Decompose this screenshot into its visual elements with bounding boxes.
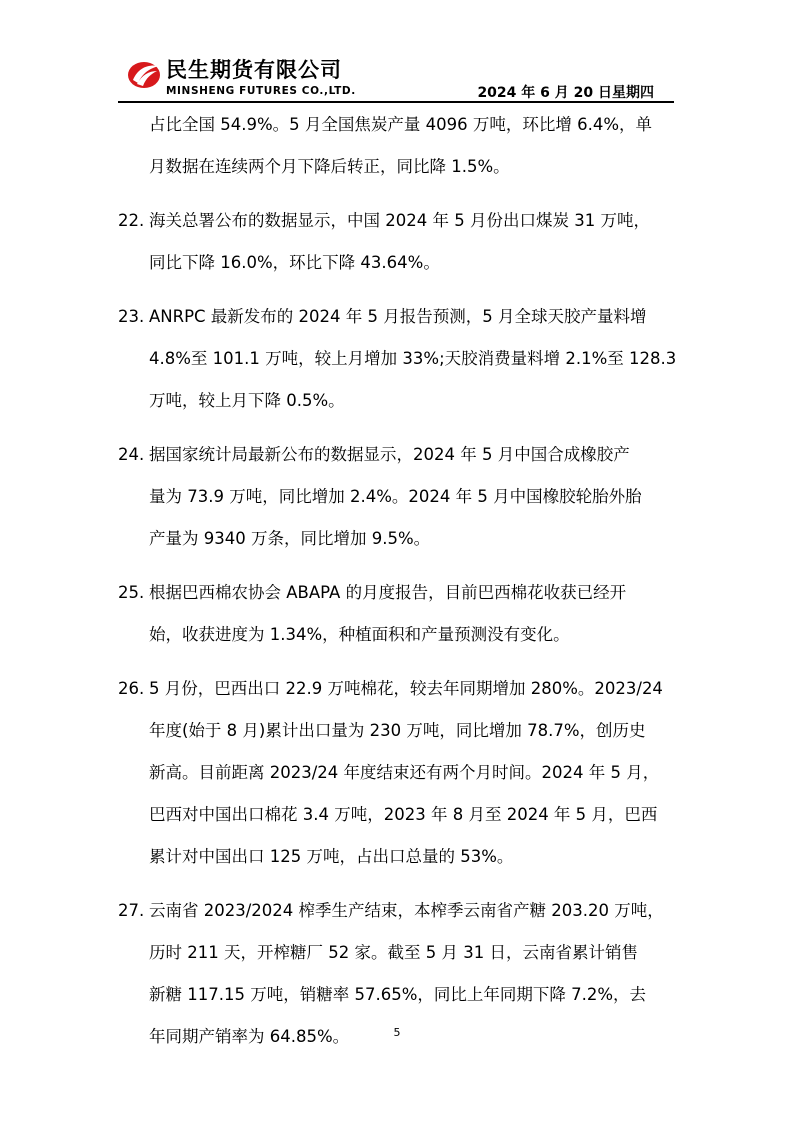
page-header bbox=[118, 52, 674, 102]
item-line: 新糖 117.15 万吨，销糖率 57.65%，同比上年同期下降 7.2%，去 bbox=[149, 985, 647, 1004]
header-divider bbox=[118, 101, 674, 103]
item-line: 5 月份，巴西出口 22.9 万吨棉花，较去年同期增加 280%。2023/24 bbox=[149, 679, 663, 698]
item-number: 27. bbox=[118, 901, 145, 920]
item-line: 同比下降 16.0%，环比下降 43.64%。 bbox=[149, 253, 440, 272]
item-line: 万吨，较上月下降 0.5%。 bbox=[149, 391, 345, 410]
item-line: 历时 211 天，开榨糖厂 52 家。截至 5 月 31 日，云南省累计销售 bbox=[149, 943, 638, 962]
logo-english-name: MINSHENG FUTURES CO.,LTD. bbox=[166, 85, 356, 97]
item-number: 22. bbox=[118, 211, 145, 230]
item-number: 25. bbox=[118, 583, 145, 602]
intro-paragraph bbox=[118, 104, 674, 188]
news-item-22 bbox=[118, 200, 674, 284]
item-line: 4.8%至 101.1 万吨，较上月增加 33%;天胶消费量料增 2.1%至 128.3 bbox=[149, 349, 677, 368]
item-line: 根据巴西棉农协会 ABAPA 的月度报告，目前巴西棉花收获已经开 bbox=[149, 583, 627, 602]
intro-line: 占比全国 54.9%。5 月全国焦炭产量 4096 万吨，环比增 6.4%，单 bbox=[149, 115, 653, 134]
news-item-24 bbox=[118, 434, 674, 560]
item-number: 23. bbox=[118, 307, 145, 326]
item-line: 累计对中国出口 125 万吨，占出口总量的 53%。 bbox=[149, 847, 514, 866]
item-line: 新高。目前距离 2023/24 年度结束还有两个月时间。2024 年 5 月， bbox=[149, 763, 660, 782]
item-line: 海关总署公布的数据显示，中国 2024 年 5 月份出口煤炭 31 万吨， bbox=[149, 211, 650, 230]
item-line: 巴西对中国出口棉花 3.4 万吨，2023 年 8 月至 2024 年 5 月，巴西 bbox=[149, 805, 658, 824]
item-line: 据国家统计局最新公布的数据显示，2024 年 5 月中国合成橡胶产 bbox=[149, 445, 630, 464]
minsheng-logo-icon bbox=[126, 56, 162, 92]
news-item-23 bbox=[118, 296, 677, 422]
company-logo bbox=[118, 52, 378, 100]
item-number: 24. bbox=[118, 445, 145, 464]
item-line: 始，收获进度为 1.34%，种植面积和产量预测没有变化。 bbox=[149, 625, 570, 644]
item-line: 产量为 9340 万条，同比增加 9.5%。 bbox=[149, 529, 431, 548]
item-line: 年同期产销率为 64.85%。 bbox=[149, 1027, 350, 1046]
news-item-26 bbox=[118, 668, 674, 878]
item-line: 量为 73.9 万吨，同比增加 2.4%。2024 年 5 月中国橡胶轮胎外胎 bbox=[149, 487, 642, 506]
page-number: 5 bbox=[393, 1026, 401, 1039]
intro-line: 月数据在连续两个月下降后转正，同比降 1.5%。 bbox=[149, 157, 510, 176]
item-line: 年度(始于 8 月)累计出口量为 230 万吨，同比增加 78.7%，创历史 bbox=[149, 721, 646, 740]
document-body bbox=[118, 104, 677, 1058]
item-number: 26. bbox=[118, 679, 145, 698]
news-item-25 bbox=[118, 572, 674, 656]
report-date: 2024 年 6 月 20 日星期四 bbox=[477, 85, 654, 101]
item-line: 云南省 2023/2024 榨季生产结束，本榨季云南省产糖 203.20 万吨， bbox=[149, 901, 664, 920]
logo-chinese-name: 民生期货有限公司 bbox=[166, 58, 342, 82]
item-line: ANRPC 最新发布的 2024 年 5 月报告预测，5 月全球天胶产量料增 bbox=[149, 307, 647, 326]
